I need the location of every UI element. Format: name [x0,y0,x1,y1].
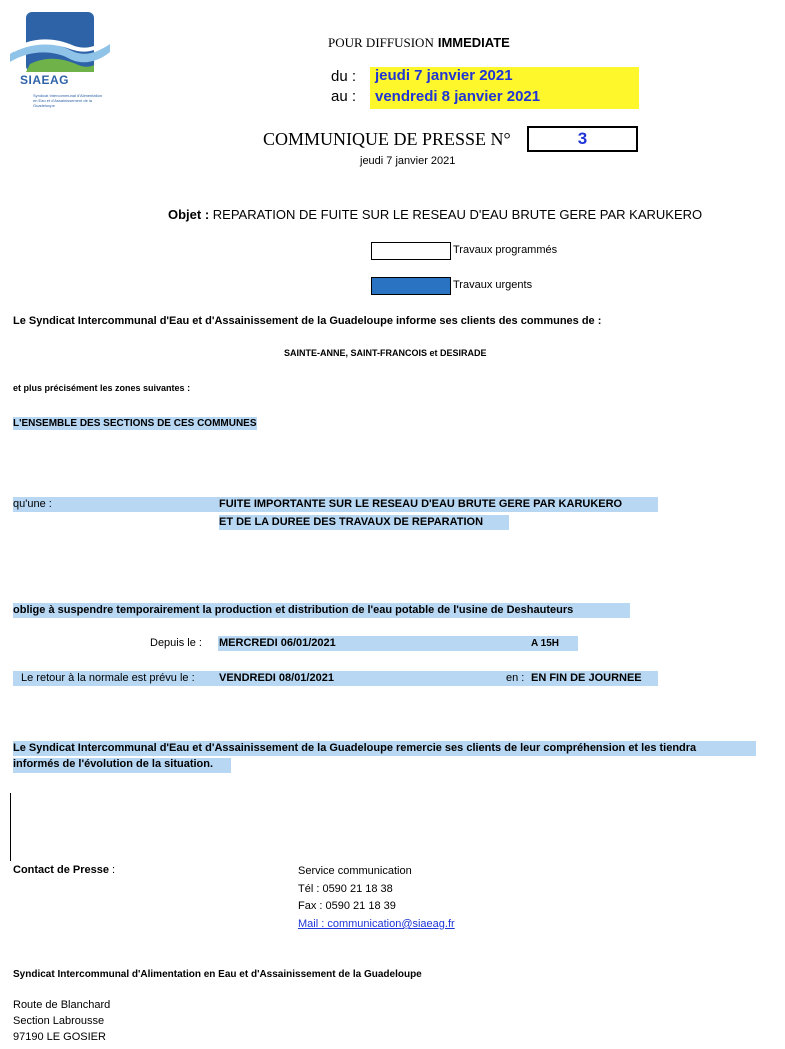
since-date: MERCREDI 06/01/2021 [219,637,336,649]
press-prefix: POUR DIFFUSION [328,35,434,50]
contact-fax: Fax : 0590 21 18 39 [298,900,396,912]
logo-title: SIAEAG [20,73,70,87]
subject-label: Objet : [168,207,210,222]
return-time: EN FIN DE JOURNEE [531,672,642,684]
communes-list: SAINTE-ANNE, SAINT-FRANCOIS et DESIRADE [284,348,487,358]
since-label: Depuis le : [150,637,202,649]
press-contact-label [13,864,115,876]
organization-name: Syndicat Intercommunal d'Alimentation en Eau et d'Assainissement de la Guadeloupe [13,969,422,980]
programmed-works-checkbox[interactable] [371,242,451,260]
press-contact-title: Contact de Presse [13,864,109,876]
contact-service: Service communication [298,865,412,877]
press-contact-colon: : [108,864,116,876]
date-from-value: jeudi 7 janvier 2021 [375,67,513,84]
return-date: VENDREDI 08/01/2021 [219,672,334,684]
programmed-works-label: Travaux programmés [453,244,558,256]
margin-divider [10,793,11,861]
subject-line [168,207,702,222]
suspension-text: oblige à suspendre temporairement la production et distribution de l'eau potable de l'usine de Deshauteurs [13,604,574,616]
communique-date: jeudi 7 janvier 2021 [360,155,456,167]
contact-phone: Tél : 0590 21 18 38 [298,883,393,895]
subject-text: REPARATION DE FUITE SUR LE RESEAU D'EAU BRUTE GERE PAR KARUKERO [212,207,703,222]
logo-subtitle: Syndicat Intercommunal d'Alimentation en Eau et d'Assainissement de la Guadeloupe [33,93,103,108]
address-line: Route de Blanchard [13,999,111,1011]
thanks-line-1: Le Syndicat Intercommunal d'Eau et d'Assainissement de la Guadeloupe remercie ses clients de leur compréhension et les tiendra [13,742,697,754]
date-to-label: au : [331,88,357,105]
since-hour: A 15H [531,638,559,649]
date-from-label: du : [331,68,357,85]
date-to-value: vendredi 8 janvier 2021 [375,88,541,105]
reason-line-2: ET DE LA DUREE DES TRAVAUX DE REPARATION [219,516,484,528]
urgent-works-label: Travaux urgents [453,279,533,291]
press-immediate: IMMEDIATE [437,35,510,50]
reason-label: qu'une : [13,498,52,510]
contact-email-link[interactable]: Mail : communication@siaeag.fr [298,918,455,930]
intro-text: Le Syndicat Intercommunal d'Eau et d'Assainissement de la Guadeloupe informe ses clients des communes de : [13,315,602,327]
reason-line-1: FUITE IMPORTANTE SUR LE RESEAU D'EAU BRUTE GERE PAR KARUKERO [219,498,623,510]
return-label: Le retour à la normale est prévu le : [21,672,195,684]
zones-value: L'ENSEMBLE DES SECTIONS DE CES COMMUNES [13,418,257,429]
zones-intro: et plus précisément les zones suivantes : [13,383,191,393]
communique-title: COMMUNIQUE DE PRESSE N° [263,129,511,149]
address-line: 97190 LE GOSIER [13,1031,106,1043]
thanks-line-2: informés de l'évolution de la situation. [13,758,214,770]
return-time-label: en : [506,672,525,684]
press-release-label [328,35,510,51]
communique-number: 3 [527,126,638,152]
address-line: Section Labrousse [13,1015,105,1027]
urgent-works-checkbox[interactable] [371,277,451,295]
